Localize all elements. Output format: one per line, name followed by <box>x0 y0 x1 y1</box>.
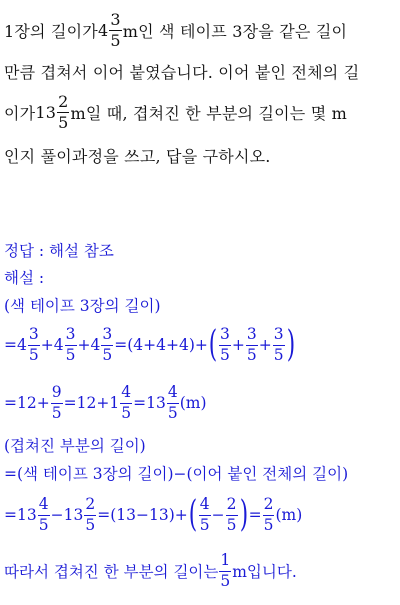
equals-sign: = <box>114 336 128 354</box>
fraction-numerator: 2 <box>58 91 69 111</box>
fraction-denominator: 5 <box>85 515 96 534</box>
fraction <box>246 327 258 363</box>
equals-sign: = <box>4 394 17 412</box>
equals-sign: = <box>248 506 262 524</box>
fraction-denominator: 5 <box>51 403 62 422</box>
whole-diff-group: (13−13) <box>110 506 175 524</box>
fraction-denominator: 5 <box>219 345 230 364</box>
final-answer-text: m입니다. <box>232 563 297 581</box>
fraction <box>65 327 77 363</box>
fraction <box>84 497 96 533</box>
fraction-denominator: 5 <box>167 403 178 422</box>
fraction-denominator: 5 <box>199 515 210 534</box>
fraction-numerator: 9 <box>51 385 63 404</box>
unit-label: (m) <box>275 506 303 524</box>
fraction-numerator: 2 <box>226 497 238 516</box>
fraction <box>263 497 275 533</box>
equals-sign: = <box>97 506 111 524</box>
question-line-2 <box>4 60 396 82</box>
overlap-length-label: (겹쳐진 부분의 길이) <box>4 437 146 455</box>
fraction-denominator: 5 <box>226 515 237 534</box>
question-text: 이가 <box>4 103 36 123</box>
fraction-numerator: 2 <box>263 497 275 516</box>
fraction-numerator: 4 <box>199 497 211 516</box>
number: 12 <box>76 394 97 412</box>
fraction-denominator: 5 <box>65 345 76 364</box>
minus-sign: − <box>211 506 225 524</box>
fraction <box>226 497 238 533</box>
question-text: 인지 풀이과정을 쓰고, 답을 구하시오. <box>4 147 271 166</box>
fraction-denominator: 5 <box>102 345 113 364</box>
answer-line: 정답 : 해설 참조 <box>4 242 114 260</box>
plus-sign: + <box>36 394 50 412</box>
right-paren: ) <box>286 324 295 365</box>
tape-length-label: (색 테이프 3장의 길이) <box>4 297 161 315</box>
question <box>4 8 396 166</box>
equation-2 <box>4 379 396 427</box>
answer-section <box>4 240 396 595</box>
fraction-denominator: 5 <box>246 345 257 364</box>
plus-sign: + <box>96 394 110 412</box>
fraction <box>109 9 121 50</box>
fraction-numerator: 1 <box>219 553 231 572</box>
fraction <box>167 385 179 421</box>
fraction <box>28 327 40 363</box>
question-text: m일 때, 겹쳐진 한 부분의 길이는 몇 m <box>70 103 348 123</box>
whole-sum-group: (4+4+4) <box>127 336 195 354</box>
fraction-denominator: 5 <box>38 515 49 534</box>
fraction-numerator: 3 <box>246 327 258 346</box>
mixed-number-whole: 4 <box>97 20 109 40</box>
fraction-denominator: 5 <box>110 30 121 50</box>
fraction-numerator: 3 <box>28 327 40 346</box>
final-answer-text: 따라서 겹쳐진 한 부분의 길이는 <box>4 563 219 581</box>
mixed-number-whole: 4 <box>53 336 64 354</box>
equals-sign: = <box>4 336 17 354</box>
fraction <box>120 385 132 421</box>
fraction-numerator: 3 <box>110 9 121 29</box>
equals-sign: = <box>4 506 17 524</box>
fraction-denominator: 5 <box>121 403 132 422</box>
question-text: 1장의 길이가 <box>4 21 98 41</box>
fraction-numerator: 3 <box>273 327 285 346</box>
fraction-denominator: 5 <box>220 571 231 590</box>
left-paren: ( <box>208 324 218 365</box>
plus-sign: + <box>258 336 272 354</box>
plus-sign: + <box>174 506 188 524</box>
mixed-number-whole: 13 <box>63 506 84 524</box>
right-paren: ) <box>239 494 248 535</box>
fraction-numerator: 3 <box>219 327 231 346</box>
plus-sign: + <box>40 336 54 354</box>
question-text: 만큼 겹쳐서 이어 붙였습니다. 이어 붙인 전체의 길 <box>4 63 360 82</box>
plus-sign: + <box>231 336 245 354</box>
question-line-4 <box>4 144 396 166</box>
minus-sign: − <box>50 506 64 524</box>
final-answer <box>4 547 396 595</box>
fraction <box>51 385 63 421</box>
fraction <box>38 497 50 533</box>
explanation-label: 해설 : <box>4 269 45 287</box>
fraction <box>273 327 285 363</box>
mixed-number-whole: 4 <box>90 336 101 354</box>
left-paren: ( <box>188 494 197 535</box>
plus-sign: + <box>194 336 208 354</box>
fraction <box>199 497 211 533</box>
fraction <box>101 327 113 363</box>
mixed-number-whole: 1 <box>109 394 120 412</box>
unit-label: (m) <box>179 394 207 412</box>
formula-label: =(색 테이프 3장의 길이)−(이어 붙인 전체의 길이) <box>4 465 349 483</box>
fraction-numerator: 4 <box>120 385 132 404</box>
fraction-numerator: 3 <box>65 327 77 346</box>
question-text: m인 색 테이프 3장을 같은 길이 <box>122 21 348 41</box>
question-line-3 <box>4 90 396 134</box>
equals-sign: = <box>63 394 77 412</box>
fraction-denominator: 5 <box>28 345 39 364</box>
fraction-denominator: 5 <box>273 345 284 364</box>
mixed-number-whole: 13 <box>17 506 37 524</box>
fraction-numerator: 2 <box>84 497 96 516</box>
fraction-numerator: 4 <box>167 385 179 404</box>
equation-3 <box>4 491 396 539</box>
mixed-number-whole: 13 <box>146 394 166 412</box>
equals-sign: = <box>133 394 147 412</box>
plus-sign: + <box>77 336 91 354</box>
fraction-numerator: 3 <box>101 327 113 346</box>
mixed-number-whole: 4 <box>17 336 27 354</box>
fraction <box>219 553 231 589</box>
mixed-number-whole: 13 <box>35 102 57 122</box>
fraction-numerator: 4 <box>38 497 50 516</box>
fraction <box>57 91 69 132</box>
question-line-1 <box>4 8 396 52</box>
fraction-denominator: 5 <box>263 515 274 534</box>
fraction <box>219 327 231 363</box>
fraction-denominator: 5 <box>58 112 69 132</box>
equation-1 <box>4 321 396 369</box>
number: 12 <box>17 394 37 412</box>
